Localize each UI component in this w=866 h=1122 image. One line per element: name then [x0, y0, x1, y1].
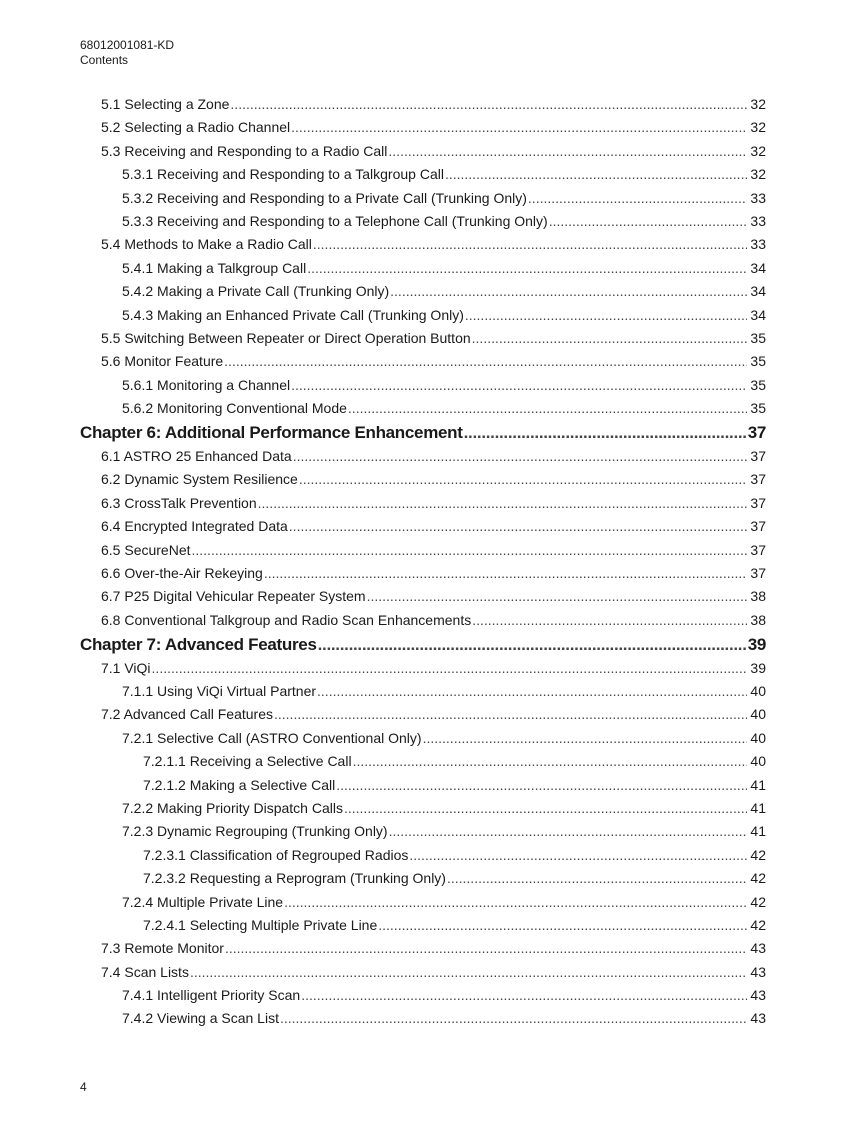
dot-leader	[472, 612, 747, 628]
toc-entry-title: Chapter 6: Additional Performance Enhancement	[80, 423, 463, 443]
toc-entry[interactable]	[80, 588, 766, 611]
toc-entry-title: 5.4.1 Making a Talkgroup Call	[122, 259, 307, 276]
toc-entry-page: 32	[750, 96, 766, 112]
toc-entry-page: 42	[750, 916, 766, 933]
toc-entry-page: 37	[750, 494, 766, 511]
dot-leader	[472, 330, 747, 346]
dot-leader	[224, 353, 747, 369]
toc-entry[interactable]	[80, 143, 766, 166]
page-header	[80, 38, 174, 68]
toc-entry[interactable]	[80, 565, 766, 588]
toc-entry-title: 7.2.4 Multiple Private Line	[122, 893, 284, 910]
toc-entry-title: 7.2.1 Selective Call (ASTRO Conventional Only)	[122, 729, 422, 746]
toc-entry-page: 40	[750, 682, 766, 699]
dot-leader	[230, 96, 747, 112]
dot-leader	[423, 730, 747, 746]
toc-entry-title: 5.3 Receiving and Responding to a Radio Call	[101, 142, 388, 159]
toc-entry-title: 7.2.3.1 Classification of Regrouped Radios	[143, 846, 409, 863]
dot-leader	[378, 917, 747, 933]
toc-entry-title: Chapter 7: Advanced Features	[80, 635, 317, 655]
toc-entry[interactable]	[80, 96, 766, 119]
toc-entry-page: 33	[750, 212, 766, 229]
toc-entry-page: 37	[750, 447, 766, 464]
toc-entry-title: 7.2.3 Dynamic Regrouping (Trunking Only)	[122, 823, 388, 840]
dot-leader	[348, 400, 747, 416]
toc-entry-title: 6.7 P25 Digital Vehicular Repeater System	[101, 588, 366, 605]
toc-entry-page: 35	[750, 400, 766, 417]
toc-entry-page: 33	[750, 236, 766, 253]
toc-entry-title: 6.1 ASTRO 25 Enhanced Data	[101, 447, 292, 464]
toc-entry-title: 7.4.2 Viewing a Scan List	[122, 1010, 279, 1027]
dot-leader	[465, 307, 747, 323]
toc-entry-page: 39	[750, 659, 766, 676]
dot-leader	[307, 260, 747, 276]
toc-entry-title: 6.8 Conventional Talkgroup and Radio Scan Enhancements	[101, 611, 472, 628]
toc-entry[interactable]	[80, 542, 766, 565]
dot-leader	[291, 377, 747, 393]
dot-leader	[336, 777, 747, 793]
toc-entry[interactable]	[80, 283, 766, 306]
toc-entry-page: 43	[750, 987, 766, 1004]
dot-leader	[344, 800, 747, 816]
toc-entry-title: 5.4 Methods to Make a Radio Call	[101, 236, 312, 253]
toc-entry-page: 39	[747, 635, 766, 655]
toc-entry-page: 42	[750, 893, 766, 910]
toc-entry[interactable]	[80, 400, 766, 423]
dot-leader	[258, 495, 747, 511]
toc-chapter-entry[interactable]	[80, 635, 766, 660]
toc-entry-page: 37	[750, 564, 766, 581]
toc-entry[interactable]	[80, 448, 766, 471]
dot-leader	[264, 565, 747, 581]
toc-entry-title: 5.2 Selecting a Radio Channel	[101, 119, 291, 136]
dot-leader	[409, 847, 747, 863]
toc-entry-title: 6.4 Encrypted Integrated Data	[101, 518, 288, 535]
toc-entry[interactable]	[80, 612, 766, 635]
toc-entry[interactable]	[80, 753, 766, 776]
toc-entry-title: 7.4 Scan Lists	[101, 963, 189, 980]
toc-entry-title: 7.1 ViQi	[101, 659, 151, 676]
dot-leader	[301, 987, 747, 1003]
dot-leader	[389, 823, 747, 839]
toc-entry[interactable]	[80, 823, 766, 846]
toc-entry-title: 6.3 CrossTalk Prevention	[101, 494, 257, 511]
toc-entry-title: 7.2.3.2 Requesting a Reprogram (Trunking Only)	[143, 870, 446, 887]
toc-entry-title: 5.3.2 Receiving and Responding to a Private Call (Trunking Only)	[122, 189, 527, 206]
dot-leader	[289, 518, 747, 534]
toc-entry-page: 32	[750, 119, 766, 136]
toc-entry-title: 6.6 Over-the-Air Rekeying	[101, 564, 263, 581]
toc-entry-page: 35	[750, 329, 766, 346]
toc-entry-page: 41	[750, 799, 766, 816]
dot-leader	[445, 166, 747, 182]
toc-entry-page: 43	[750, 940, 766, 957]
toc-entry-page: 37	[750, 541, 766, 558]
section-name: Contents	[80, 53, 129, 67]
toc-entry[interactable]	[80, 166, 766, 189]
dot-leader	[464, 423, 747, 443]
toc-entry-title: 7.2.1.1 Receiving a Selective Call	[143, 753, 352, 770]
toc-entry-title: 5.5 Switching Between Repeater or Direct Operation Button	[101, 329, 471, 346]
toc-chapter-entry[interactable]	[80, 423, 766, 448]
toc-entry[interactable]	[80, 353, 766, 376]
toc-entry-page: 40	[750, 706, 766, 723]
dot-leader	[313, 236, 747, 252]
dot-leader	[190, 964, 747, 980]
toc-entry[interactable]	[80, 1010, 766, 1033]
toc-entry-title: 6.5 SecureNet	[101, 541, 191, 558]
toc-entry-title: 5.4.3 Making an Enhanced Private Call (Trunking Only)	[122, 306, 464, 323]
toc-entry[interactable]	[80, 330, 766, 353]
dot-leader	[284, 894, 747, 910]
toc-entry[interactable]	[80, 518, 766, 541]
toc-entry-title: 5.1 Selecting a Zone	[101, 96, 230, 112]
dot-leader	[318, 635, 747, 655]
toc-entry-title: 7.2.4.1 Selecting Multiple Private Line	[143, 916, 378, 933]
dot-leader	[152, 660, 747, 676]
toc-entry[interactable]	[80, 800, 766, 823]
dot-leader	[447, 870, 747, 886]
toc-entry[interactable]	[80, 847, 766, 870]
toc-entry[interactable]	[80, 119, 766, 142]
toc-entry-page: 34	[750, 283, 766, 300]
dot-leader	[388, 143, 747, 159]
toc-entry[interactable]	[80, 471, 766, 494]
toc-entry-page: 43	[750, 963, 766, 980]
toc-entry-title: 5.3.3 Receiving and Responding to a Telephone Call (Trunking Only)	[122, 212, 548, 229]
toc-entry-title: 5.6.1 Monitoring a Channel	[122, 376, 291, 393]
dot-leader	[367, 588, 747, 604]
toc-entry[interactable]	[80, 660, 766, 683]
toc-entry-page: 42	[750, 846, 766, 863]
toc-entry-page: 34	[750, 306, 766, 323]
toc-entry-page: 32	[750, 166, 766, 183]
dot-leader	[390, 283, 747, 299]
toc-entry-page: 40	[750, 753, 766, 770]
dot-leader	[280, 1010, 747, 1026]
toc-entry-page: 37	[750, 471, 766, 488]
dot-leader	[291, 119, 747, 135]
dot-leader	[528, 190, 747, 206]
dot-leader	[317, 683, 747, 699]
toc-entry[interactable]	[80, 894, 766, 917]
toc-entry-title: 5.6.2 Monitoring Conventional Mode	[122, 400, 347, 417]
toc-entry[interactable]	[80, 964, 766, 987]
toc-entry-title: 7.1.1 Using ViQi Virtual Partner	[122, 682, 317, 699]
toc-entry-title: 5.6 Monitor Feature	[101, 353, 224, 370]
toc-entry[interactable]	[80, 190, 766, 213]
toc-entry-title: 7.3 Remote Monitor	[101, 940, 224, 957]
toc-entry-page: 41	[750, 776, 766, 793]
toc-entry-title: 5.3.1 Receiving and Responding to a Talkgroup Call	[122, 166, 444, 183]
toc-entry-title: 7.4.1 Intelligent Priority Scan	[122, 987, 301, 1004]
toc-entry-page: 34	[750, 259, 766, 276]
toc-entry[interactable]	[80, 307, 766, 330]
toc-entry[interactable]	[80, 777, 766, 800]
dot-leader	[353, 753, 747, 769]
toc-entry[interactable]	[80, 987, 766, 1010]
dot-leader	[274, 706, 747, 722]
dot-leader	[293, 448, 747, 464]
dot-leader	[549, 213, 747, 229]
toc-entry-page: 42	[750, 870, 766, 887]
toc-entry-page: 37	[747, 423, 766, 443]
page-number: 4	[80, 1080, 87, 1094]
document-id: 68012001081-KD	[80, 38, 175, 52]
toc-entry[interactable]	[80, 730, 766, 753]
toc-entry-page: 32	[750, 142, 766, 159]
toc-entry-page: 38	[750, 588, 766, 605]
toc-entry-page: 37	[750, 518, 766, 535]
toc-entry[interactable]	[80, 940, 766, 963]
toc-entry-title: 5.4.2 Making a Private Call (Trunking Only)	[122, 283, 390, 300]
toc-entry-page: 33	[750, 189, 766, 206]
toc-entry[interactable]	[80, 683, 766, 706]
dot-leader	[192, 542, 748, 558]
toc-entry-page: 40	[750, 729, 766, 746]
toc-entry-title: 6.2 Dynamic System Resilience	[101, 471, 298, 488]
toc-entry[interactable]	[80, 213, 766, 236]
toc-entry[interactable]	[80, 917, 766, 940]
toc-entry-page: 43	[750, 1010, 766, 1027]
toc-entry-page: 38	[750, 611, 766, 628]
toc-entry[interactable]	[80, 706, 766, 729]
table-of-contents	[80, 96, 766, 1034]
toc-entry[interactable]	[80, 495, 766, 518]
toc-entry-page: 41	[750, 823, 766, 840]
toc-entry-title: 7.2 Advanced Call Features	[101, 706, 273, 723]
toc-entry[interactable]	[80, 870, 766, 893]
toc-entry-title: 7.2.2 Making Priority Dispatch Calls	[122, 799, 343, 816]
toc-entry[interactable]	[80, 377, 766, 400]
dot-leader	[225, 940, 747, 956]
toc-entry-title: 7.2.1.2 Making a Selective Call	[143, 776, 336, 793]
toc-entry-page: 35	[750, 376, 766, 393]
toc-entry-page: 35	[750, 353, 766, 370]
toc-entry[interactable]	[80, 260, 766, 283]
dot-leader	[299, 471, 747, 487]
toc-entry[interactable]	[80, 236, 766, 259]
